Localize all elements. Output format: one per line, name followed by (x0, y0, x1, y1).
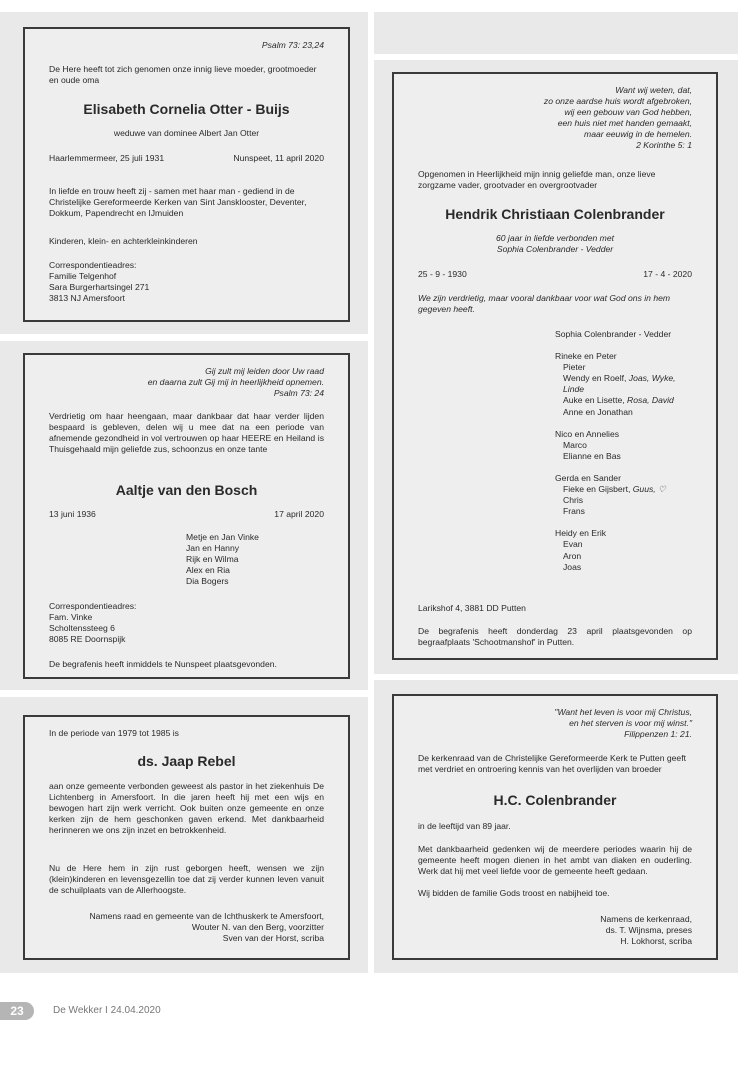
address: Larikshof 4, 3881 DD Putten (418, 603, 526, 613)
family-member: Fieke en Gijsbert, Guus, ♡ (563, 484, 666, 495)
subtitle-line: 60 jaar in liefde verbonden met (495, 233, 614, 243)
dates-row (418, 269, 692, 280)
family-member: Chris (563, 495, 584, 506)
correspondence (49, 601, 136, 645)
verse-line: Psalm 73: 24 (273, 388, 324, 399)
obituary-bosch (23, 353, 350, 679)
age-text: in de leeftijd van 89 jaar. (418, 821, 511, 831)
subtitle: weduwe van dominee Albert Jan Otter (113, 128, 260, 138)
deceased-name: Hendrik Christiaan Colenbrander (445, 206, 665, 222)
verse-line: Gij zult mij leiden door Uw raad (205, 366, 324, 376)
verse-line: en daarna zult Gij mij in heerlijkheid opnemen. (147, 377, 324, 388)
subtitle-line: Sophia Colenbrander - Vedder (496, 244, 614, 255)
body-text: aan onze gemeente verbonden geweest als pastor in het ziekenhuis De Lichtenberg in Amersfoort. In die jaren heeft hij met een wijs en bewogen hart zijn werk verricht. Ook buiten onze gemeente en onze kerken zijn de hem geschonken gaven erkend. Met dankbaarheid herinneren we ons zijn inzet en betrokkenheid. (49, 781, 324, 836)
obituary-colenbrander (392, 72, 718, 660)
family-group: Heidy en Erik (555, 528, 607, 539)
birth-date: 25 - 9 - 1930 (418, 269, 467, 279)
closing-text: De begrafenis heeft inmiddels te Nunspeet plaatsgevonden. (49, 659, 277, 669)
deceased-name: Aaltje van den Bosch (115, 482, 258, 498)
verse-line: maar eeuwig in de hemelen. (584, 129, 692, 140)
thanks-text: We zijn verdrietig, maar vooral dankbaar voor wat God ons in hem gegeven heeft. (418, 293, 671, 315)
birth-date: 13 juni 1936 (49, 509, 96, 519)
family-member: Frans (563, 506, 585, 517)
verse: Psalm 73: 23,24 (261, 40, 324, 50)
family-member: Linde (563, 384, 585, 395)
body-text: Nu de Here hem in zijn rust geborgen heeft, wensen we zijn (klein)kinderen en levensgezellin toe dat zij verder kunnen leven vanuit de schuilplaats van de Allerhoogste. (49, 863, 324, 896)
sign-line: Namens raad en gemeente van de Ichthuskerk te Amersfoort, (89, 911, 324, 921)
family-group: Gerda en Sander (555, 472, 621, 483)
family-text: Kinderen, klein- en achterkleinkinderen (49, 236, 198, 246)
page-number: 23 (0, 1002, 34, 1020)
corr-line: 8085 RE Doornspijk (49, 634, 126, 645)
family-member: Marco (563, 439, 587, 450)
obituary-kerkenraad (392, 694, 718, 960)
family-group: Rineke en Peter (555, 351, 617, 362)
deceased-name: H.C. Colenbrander (493, 792, 617, 808)
family-member: Joas (563, 561, 582, 572)
corr-label: Correspondentieadres: (49, 601, 137, 611)
verse-line: zo onze aardse huis wordt afgebroken, (543, 96, 692, 107)
sign-line: ds. T. Wijnsma, preses (605, 925, 692, 936)
family-member: Auke en Lisette, Rosa, David (563, 395, 674, 406)
family-member: Anne en Jonathan (563, 406, 633, 417)
verse (148, 366, 324, 399)
family-line: Rijk en Wilma (186, 554, 239, 565)
signature (89, 911, 324, 944)
verse-line: Filippenzen 1: 21. (624, 729, 692, 740)
family-member: Wendy en Roelf, Joas, Wyke, (563, 373, 676, 384)
verse-line: Want wij weten, dat, (615, 85, 692, 95)
intro-text: De Here heeft tot zich genomen onze innig lieve moeder, grootmoeder en oude oma (49, 64, 317, 86)
sign-line: Wouter N. van den Berg, voorzitter (191, 922, 324, 933)
body-text: Verdrietig om haar heengaan, maar dankbaar dat haar verder lijden bespaard is gebleven, delen wij u mee dat na een periode van afnemende gezondheid in vol vertrouwen op haar HEERE en Heiland is Thuisgehaald mijn geliefde zus, schoonzus en onze tante (49, 411, 324, 455)
deceased-name: ds. Jaap Rebel (137, 753, 236, 769)
family-list (186, 532, 259, 587)
verse (554, 707, 692, 740)
verse-line: wij een gebouw van God hebben, (564, 107, 692, 118)
obituary-rebel (23, 715, 350, 960)
corr-line: Familie Telgenhof (49, 271, 117, 282)
intro-text: De kerkenraad van de Christelijke Gereformeerde Kerk te Putten geeft met verdriet en ontroering kennis van het overlijden van broeder (418, 753, 686, 775)
prayer-text: Wij bidden de familie Gods troost en nabijheid toe. (418, 888, 610, 898)
family-member: Aron (563, 550, 582, 561)
verse-line: een huis niet met handen gemaakt, (557, 118, 692, 129)
signature (600, 914, 692, 947)
sign-line: Sven van der Horst, scriba (222, 933, 324, 944)
verse-line: 2 Korinthe 5: 1 (636, 140, 692, 151)
death-date: Nunspeet, 11 april 2020 (233, 153, 324, 163)
intro-text: Opgenomen in Heerlijkheid mijn innig geliefde man, onze lieve zorgzame vader, grootvader en overgrootvader (418, 169, 656, 191)
publication-footer: De Wekker I 24.04.2020 (53, 1005, 161, 1016)
verse-line: en het sterven is voor mij winst." (569, 718, 692, 729)
deceased-name: Elisabeth Cornelia Otter - Buijs (83, 101, 290, 117)
sign-line: Namens de kerkenraad, (600, 914, 692, 924)
family-member: Evan (563, 539, 583, 550)
closing-text: De begrafenis heeft donderdag 23 april plaatsgevonden op begraafplaats 'Schootmanshof' in Putten. (418, 626, 692, 648)
body-text: Met dankbaarheid gedenken wij de meerdere periodes waarin hij de gemeente heeft mogen dienen in het ambt van diaken en ouderling. Werk dat hij met veel liefde voor de gemeente heeft gedaan. (418, 844, 692, 877)
corr-line: 3813 NJ Amersfoort (49, 293, 125, 304)
panel-right-top (374, 12, 738, 54)
family-line: Alex en Ria (186, 565, 230, 576)
family-member: Elianne en Bas (563, 450, 621, 461)
spouse: Sophia Colenbrander - Vedder (555, 329, 672, 339)
family-member: Pieter (563, 362, 586, 373)
dates-row (49, 153, 324, 164)
body-text: In liefde en trouw heeft zij - samen met haar man - gediend in de Christelijke Gereformeerde Kerken van Sint Jansklooster, Deventer, Dokkum, Papendrecht en IJmuiden (49, 186, 307, 219)
verse (544, 85, 692, 152)
family-line: Jan en Hanny (186, 543, 240, 554)
sign-line: H. Lokhorst, scriba (620, 936, 692, 947)
family-list (555, 329, 700, 573)
death-date: 17 april 2020 (274, 509, 324, 519)
family-line: Dia Bogers (186, 576, 229, 587)
verse-line: "Want het leven is voor mij Christus, (554, 707, 692, 717)
corr-label: Correspondentieadres: (49, 260, 137, 270)
intro-text: In de periode van 1979 tot 1985 is (49, 728, 179, 738)
subtitle (418, 233, 692, 255)
corr-line: Fam. Vinke (49, 612, 93, 623)
family-group: Nico en Annelies (555, 428, 620, 439)
death-date: 17 - 4 - 2020 (643, 269, 692, 279)
corr-line: Sara Burgerhartsingel 271 (49, 282, 150, 293)
dates-row (49, 509, 324, 520)
corr-line: Scholtenssteeg 6 (49, 623, 115, 634)
family-line: Metje en Jan Vinke (186, 532, 259, 542)
obituary-otter (23, 27, 350, 322)
correspondence (49, 260, 324, 304)
birth-date: Haarlemmermeer, 25 juli 1931 (49, 153, 165, 163)
